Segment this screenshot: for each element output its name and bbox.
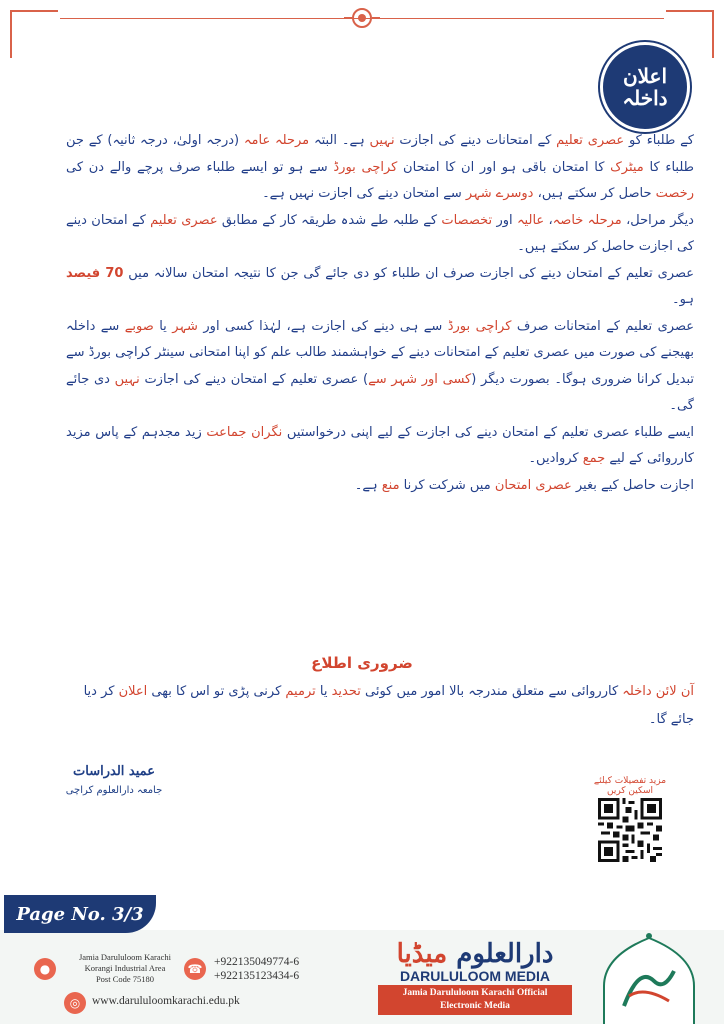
- highlight: کسی اور شہر سے: [368, 371, 472, 387]
- highlight: عصری تعلیم: [556, 133, 625, 148]
- paragraph-6: [66, 473, 694, 500]
- text: ہے۔: [354, 477, 382, 493]
- qr-caption: مزید تفصیلات کیلئے اسکین کریں: [593, 776, 667, 796]
- address-line: Post Code 75180: [95, 974, 155, 984]
- highlight: کراچی بورڈ: [333, 159, 398, 175]
- text: عصری تعلیم کے امتحان دینے کی اجازت صرف ان طلباء کو دی جائے گی جن کا نتیجہ امتحان سالانہ میں: [123, 265, 694, 281]
- tagline-line: Jamia Darululoom Karachi Official: [402, 988, 548, 998]
- paragraph-3: [66, 261, 694, 314]
- highlight: تخصصات: [441, 212, 493, 228]
- highlight: 70 فیصد: [66, 265, 124, 281]
- important-notice-text: [66, 678, 694, 734]
- signature-org: جامعہ دارالعلوم کراچی: [65, 785, 163, 796]
- highlight: اعلان: [118, 684, 148, 699]
- text: میں شرکت کرنا: [399, 477, 495, 493]
- media-tagline: [378, 985, 572, 1015]
- text: کرنی پڑی تو اس کا بھی: [147, 684, 286, 699]
- highlight: نہیں: [369, 133, 395, 148]
- text: سے داخلہ بھیجنے کی صورت میں عصری تعلیم کے امتحانات دینے کے خواہشمند طالب علم کو اپنا امتحانی سینٹر کراچی بورڈ سے تبدیل کرانا ضروری ہوگا۔ بصورت دیگر (: [66, 318, 694, 387]
- media-name-urdu: دارالعلوم: [456, 939, 554, 969]
- highlight: عصری تعلیم: [150, 212, 218, 228]
- media-logo-urdu: [380, 938, 570, 970]
- text: یا: [315, 684, 332, 699]
- frame-corner-top-right: [666, 10, 714, 58]
- page-number: Page No. 3/3: [4, 895, 156, 933]
- highlight: منع: [381, 477, 400, 493]
- text: عصری تعلیم کے امتحانات صرف: [511, 318, 694, 334]
- text: کے امتحان دینے کی اجازت حاصل کر سکتے ہیں۔: [66, 212, 694, 254]
- text: کر دیا جائے گا۔: [83, 684, 694, 727]
- phone-numbers: [214, 955, 299, 983]
- address-line: Jamia Darululoom Karachi: [78, 952, 172, 962]
- text: دی جائے گی۔: [66, 371, 694, 413]
- text: کے امتحانات دینے کی اجازت: [394, 133, 557, 148]
- text: سے امتحان دینے کی اجازت نہیں ہے۔: [262, 186, 466, 201]
- frame-corner-top-left: [10, 10, 58, 58]
- text: ہے۔ البتہ: [309, 133, 370, 148]
- important-notice-heading: ضروری اطلاع: [311, 654, 413, 672]
- text: اجازت حاصل کیے بغیر: [571, 477, 694, 493]
- badge-line-2: داخلہ: [622, 86, 668, 110]
- media-word-urdu: میڈیا: [396, 939, 448, 969]
- text: ،: [544, 212, 553, 228]
- text: اور: [492, 212, 517, 228]
- text: (درجہ اولیٰ، درجہ ثانیہ) کے جن طلباء کا: [66, 133, 695, 175]
- text: حاصل کر سکتے ہیں،: [533, 186, 656, 201]
- highlight: آن لائن داخلہ: [622, 684, 694, 699]
- highlight: مرحلہ عامہ: [243, 133, 310, 148]
- highlight: شہر: [172, 318, 198, 334]
- qr-code-icon[interactable]: [598, 798, 662, 862]
- phone-number[interactable]: +922135049774-6: [214, 956, 300, 968]
- highlight: مرحلہ خاصہ: [552, 212, 622, 228]
- text: ہو۔: [672, 292, 694, 307]
- signature-block: [54, 764, 174, 796]
- text: ایسے طلباء عصری تعلیم کے امتحان دینے کی اجازت کے لیے اپنی درخواستیں: [282, 424, 694, 440]
- highlight: جمع: [582, 451, 606, 466]
- paragraph-1: [66, 128, 694, 208]
- highlight: نہیں: [114, 371, 140, 387]
- phone-number[interactable]: +922135123434-6: [214, 970, 300, 982]
- highlight: صوبے: [124, 318, 154, 334]
- address: [62, 952, 188, 985]
- website-link[interactable]: www.darululoomkarachi.edu.pk: [92, 995, 240, 1007]
- paragraph-5: [66, 420, 694, 473]
- globe-icon: ◎: [64, 992, 86, 1014]
- badge-line-1: اعلان: [622, 64, 668, 88]
- text: یا: [153, 318, 173, 334]
- highlight: دوسرے شہر: [465, 186, 534, 201]
- text: کے طلباء کو: [624, 133, 694, 148]
- media-logo-english: DARULULOOM MEDIA: [399, 968, 551, 984]
- highlight: رخصت: [655, 186, 694, 201]
- highlight: کراچی بورڈ: [447, 318, 512, 334]
- highlight: عالیہ: [516, 212, 545, 228]
- ornament-icon: [342, 4, 382, 32]
- paragraph-4: [66, 314, 694, 420]
- tagline-line: Electronic Media: [440, 1001, 510, 1011]
- highlight: عصری امتحان: [494, 477, 572, 493]
- text: زید مجدہم کے پاس مزید کارروائی کے لیے: [66, 424, 694, 466]
- highlight: ترمیم: [285, 684, 316, 699]
- signature-title: عمید الدراسات: [73, 764, 155, 779]
- text: کے طلبہ طے شدہ طریقہ کار کے مطابق: [217, 212, 442, 228]
- highlight: نگران جماعت: [206, 424, 283, 440]
- text: ) عصری تعلیم کے امتحان دینے کی اجازت: [139, 371, 369, 387]
- text: سے ہو تو ایسے طلباء صرف پرچے والے دن کی: [66, 159, 334, 175]
- text: سے ہی دینے کی اجازت ہے، لہٰذا کسی اور: [197, 318, 448, 334]
- text: دیگر مراحل،: [621, 212, 694, 228]
- address-line: Korangi Industrial Area: [84, 963, 166, 973]
- admission-announcement-badge: [600, 42, 690, 132]
- text: کارروائی سے متعلق مندرجہ بالا امور میں کوئی: [360, 684, 623, 699]
- text: کروادیں۔: [528, 451, 583, 466]
- announcement-body: [66, 128, 694, 499]
- location-icon: ●: [34, 958, 56, 980]
- phone-icon: ☎: [184, 958, 206, 980]
- highlight: تحدید: [331, 684, 361, 699]
- paragraph-2: [66, 208, 694, 261]
- calligraphy-logo-icon: [584, 926, 714, 1024]
- highlight: میٹرک: [610, 159, 644, 175]
- text: کا امتحان باقی ہو اور ان کا امتحان: [397, 159, 611, 175]
